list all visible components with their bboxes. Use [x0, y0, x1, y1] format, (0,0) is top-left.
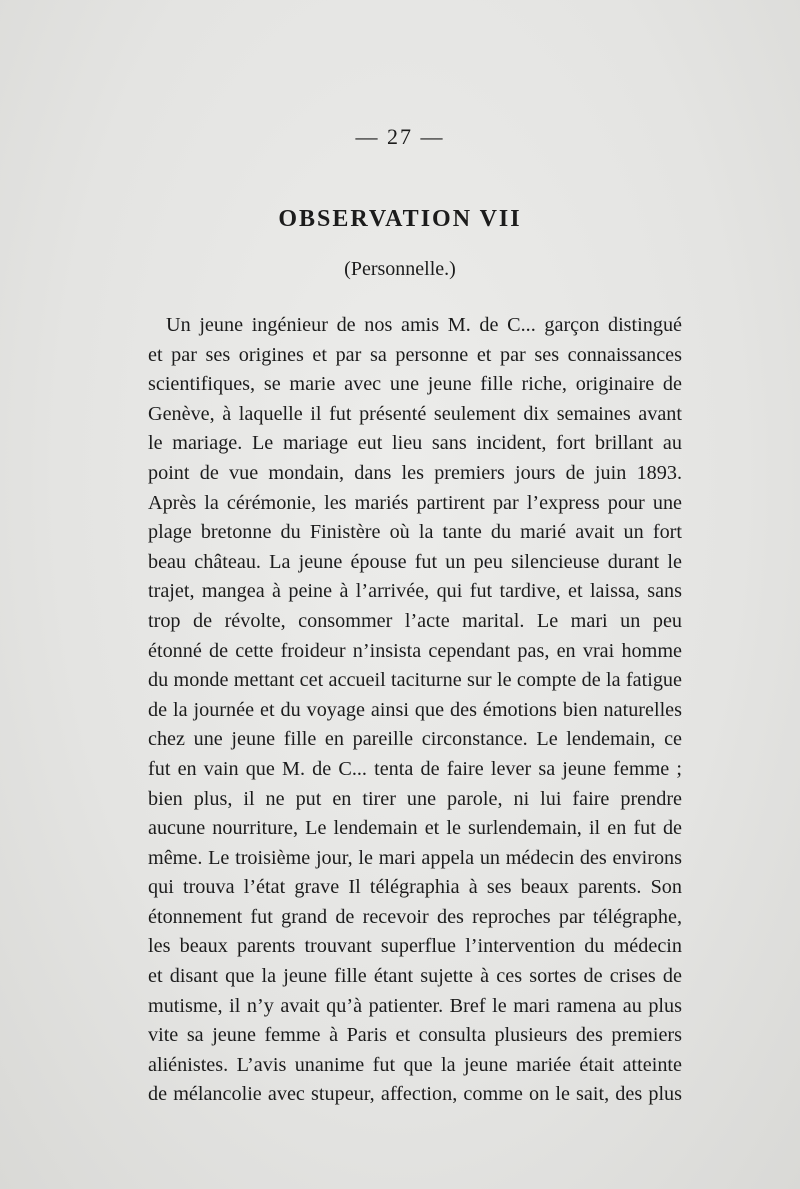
observation-title: OBSERVATION VII	[278, 206, 522, 232]
text-line: le mariage. Le mariage eut lieu sans incident, fort brillant au	[148, 432, 682, 455]
text-line: fut en vain que M. de C... tenta de faire lever sa jeune femme ;	[148, 757, 682, 780]
text-line: même. Le troisième jour, le mari appela un médecin des environs	[148, 846, 682, 869]
text-line: qui trouva l’état grave Il télégraphia à ses beaux parents. Son	[148, 876, 682, 899]
text-line: étonné de cette froideur n’insista cependant pas, en vrai homme	[148, 639, 682, 662]
text-line: bien plus, il ne put en tirer une parole, ni lui faire prendre	[148, 787, 682, 810]
text-line: aucune nourriture, Le lendemain et le surlendemain, il en fut de	[148, 817, 682, 840]
body-paragraph	[148, 311, 682, 1110]
page-number: — 27 —	[355, 124, 445, 149]
text-line: du monde mettant cet accueil taciturne sur le compte de la fatigue	[148, 669, 682, 692]
text-line: plage bretonne du Finistère où la tante du marié avait un fort	[148, 521, 682, 544]
text-line: Après la cérémonie, les mariés partirent par l’express pour une	[148, 491, 682, 514]
text-line: mutisme, il n’y avait qu’à patienter. Bref le mari ramena au plus	[148, 994, 682, 1017]
text-line: beau château. La jeune épouse fut un peu silencieuse durant le	[148, 550, 682, 573]
text-line: point de vue mondain, dans les premiers jours de juin 1893.	[148, 461, 682, 484]
text-line: trop de révolte, consommer l’acte marital. Le mari un peu	[148, 609, 682, 632]
text-line: trajet, mangea à peine à l’arrivée, qui fut tardive, et laissa, sans	[148, 580, 682, 603]
text-line: de mélancolie avec stupeur, affection, comme on le sait, des plus	[148, 1083, 682, 1106]
text-line: les beaux parents trouvant superflue l’intervention du médecin	[148, 935, 682, 958]
text-line: et par ses origines et par sa personne et par ses connaissances	[148, 343, 682, 366]
text-line: chez une jeune fille en pareille circonstance. Le lendemain, ce	[148, 728, 682, 751]
text-line: vite sa jeune femme à Paris et consulta plusieurs des premiers	[148, 1024, 682, 1047]
text-line: Genève, à laquelle il fut présenté seulement dix semaines avant	[148, 402, 682, 425]
text-line: étonnement fut grand de recevoir des reproches par télégraphe,	[148, 905, 682, 928]
text-line: et disant que la jeune fille étant sujette à ces sortes de crises de	[148, 965, 682, 988]
text-line: scientifiques, se marie avec une jeune fille riche, originaire de	[148, 373, 682, 396]
text-line: de la journée et du voyage ainsi que des émotions bien naturelles	[148, 698, 682, 721]
text-line: Un jeune ingénieur de nos amis M. de C... garçon distingué	[166, 314, 682, 336]
observation-subtitle: (Personnelle.)	[344, 258, 456, 280]
text-line: aliénistes. L’avis unanime fut que la jeune mariée était atteinte	[148, 1053, 682, 1076]
